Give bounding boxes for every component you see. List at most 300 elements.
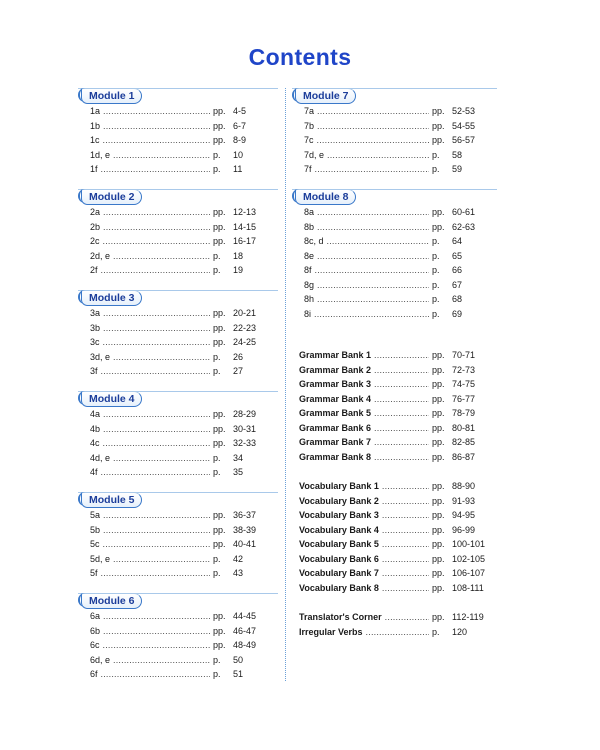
contents-entry[interactable] [78, 220, 278, 235]
entry-label: Grammar Bank 8 [299, 451, 372, 462]
contents-entry[interactable] [78, 104, 278, 119]
contents-entry[interactable] [292, 119, 497, 134]
page-abbrev: p. [432, 265, 440, 275]
contents-entry[interactable] [78, 364, 278, 379]
leader-dots [103, 537, 210, 552]
page-numbers: 67 [452, 279, 463, 290]
page-abbrev: p. [213, 452, 221, 463]
page-numbers: 40-41 [233, 539, 257, 549]
contents-entry[interactable] [292, 220, 497, 235]
module-heading: Module 7 [295, 88, 356, 104]
page-numbers: 22-23 [233, 322, 257, 333]
entry-label: 4b [90, 423, 101, 434]
entry-label: 5b [90, 524, 101, 535]
page-abbrev: pp. [213, 510, 226, 520]
contents-entry[interactable] [292, 263, 497, 278]
extras-list [292, 610, 497, 639]
page-abbrev: p. [432, 308, 440, 319]
page-numbers: 42 [233, 553, 244, 564]
leader-dots [113, 653, 210, 668]
page-numbers: 72-73 [452, 364, 476, 375]
entry-label: 2b [90, 221, 101, 232]
entry-label: 1a [90, 106, 101, 116]
contents-entry[interactable] [78, 263, 278, 278]
entry-label: Vocabulary Bank 3 [299, 510, 379, 520]
contents-entry[interactable] [292, 377, 497, 392]
contents-entry[interactable] [292, 610, 497, 625]
contents-entry[interactable] [78, 667, 278, 682]
contents-entry[interactable] [292, 523, 497, 538]
leader-dots [382, 508, 429, 523]
contents-entry[interactable] [292, 450, 497, 465]
module-section [78, 391, 278, 492]
entry-label: 7f [304, 164, 312, 174]
entry-label: 1f [90, 164, 98, 174]
page-numbers: 12-13 [233, 207, 257, 217]
leader-dots [103, 407, 210, 422]
page-numbers: 69 [452, 308, 463, 319]
page-abbrev: p. [213, 654, 221, 665]
leader-dots [317, 119, 429, 134]
leader-dots [315, 162, 429, 177]
contents-entry[interactable] [78, 205, 278, 220]
contents-entry[interactable] [78, 133, 278, 148]
contents-entry[interactable] [292, 552, 497, 567]
page-abbrev: p. [432, 626, 440, 637]
page-abbrev: pp. [432, 207, 445, 217]
contents-entry[interactable] [292, 148, 497, 163]
entry-label: Grammar Bank 2 [299, 364, 372, 375]
leader-dots [103, 638, 210, 653]
entry-label: 6c [90, 640, 100, 650]
entry-label: 5c [90, 539, 100, 549]
page-abbrev: pp. [213, 207, 226, 217]
entry-label: 1d, e [90, 149, 111, 160]
leader-dots [374, 363, 429, 378]
contents-entry[interactable] [78, 321, 278, 336]
module-section [78, 88, 278, 189]
leader-dots [317, 292, 429, 307]
leader-dots [374, 348, 429, 363]
entry-label: 5f [90, 568, 98, 578]
leader-dots [101, 465, 210, 480]
leader-dots [113, 451, 210, 466]
vocabulary-bank-list [292, 479, 497, 595]
page-numbers: 18 [233, 250, 244, 261]
contents-entry[interactable] [78, 436, 278, 451]
page-abbrev: pp. [432, 612, 445, 622]
page-numbers: 35 [233, 467, 244, 477]
leader-dots [382, 537, 429, 552]
contents-entry[interactable] [78, 234, 278, 249]
entry-label: Grammar Bank 7 [299, 437, 372, 447]
module-section [292, 189, 497, 321]
page-numbers: 6-7 [233, 120, 247, 131]
contents-entry[interactable] [292, 162, 497, 177]
contents-entry[interactable] [292, 363, 497, 378]
page-numbers: 91-93 [452, 495, 476, 506]
page-abbrev: p. [432, 294, 440, 304]
contents-entry[interactable] [78, 335, 278, 350]
page-abbrev: pp. [213, 308, 226, 318]
page-abbrev: pp. [213, 221, 226, 232]
entry-label: 8b [304, 221, 315, 232]
entry-label: 7c [304, 135, 314, 145]
contents-entry[interactable] [78, 119, 278, 134]
leader-dots [103, 321, 210, 336]
page-abbrev: p. [213, 351, 221, 362]
entry-label: 8f [304, 265, 312, 275]
page-abbrev: pp. [432, 120, 445, 131]
leader-dots [382, 552, 429, 567]
contents-entry[interactable] [292, 249, 497, 264]
page-numbers: 44-45 [233, 611, 257, 621]
page-numbers: 4-5 [233, 106, 247, 116]
leader-dots [101, 364, 210, 379]
page-abbrev: p. [213, 250, 221, 261]
leader-dots [113, 350, 210, 365]
page-numbers: 62-63 [452, 221, 476, 232]
leader-dots [103, 508, 210, 523]
page-numbers: 66 [452, 265, 463, 275]
entry-label: 4d, e [90, 452, 111, 463]
contents-entry[interactable] [292, 234, 497, 249]
page-numbers: 8-9 [233, 135, 247, 145]
page-numbers: 16-17 [233, 236, 257, 246]
leader-dots [315, 263, 429, 278]
entry-label: 3a [90, 308, 101, 318]
page-numbers: 14-15 [233, 221, 257, 232]
entry-label: 3c [90, 337, 100, 347]
leader-dots [103, 205, 210, 220]
page-abbrev: p. [213, 149, 221, 160]
contents-entry[interactable] [78, 566, 278, 581]
entry-label: 5d, e [90, 553, 111, 564]
contents-entry[interactable] [292, 581, 497, 596]
page-numbers: 27 [233, 366, 244, 376]
page-numbers: 100-101 [452, 539, 486, 549]
entry-label: 4c [90, 438, 100, 448]
module-heading: Module 1 [81, 88, 142, 104]
page-abbrev: pp. [432, 379, 445, 389]
contents-entry[interactable] [78, 162, 278, 177]
contents-entry[interactable] [78, 350, 278, 365]
contents-entry[interactable] [292, 292, 497, 307]
entry-label: Grammar Bank 1 [299, 350, 372, 360]
contents-entry[interactable] [292, 205, 497, 220]
page-numbers: 74-75 [452, 379, 476, 389]
contents-entry[interactable] [292, 479, 497, 494]
contents-entry[interactable] [292, 392, 497, 407]
page-abbrev: pp. [213, 640, 226, 650]
leader-dots [103, 523, 210, 538]
page-abbrev: pp. [213, 322, 226, 333]
module-section [78, 189, 278, 290]
leader-dots [374, 406, 429, 421]
entry-label: 8i [304, 308, 312, 319]
page-numbers: 94-95 [452, 510, 476, 520]
entry-label: 2a [90, 207, 101, 217]
page-abbrev: pp. [432, 393, 445, 404]
contents-entry[interactable] [78, 508, 278, 523]
page-abbrev: pp. [213, 423, 226, 434]
contents-entry[interactable] [78, 609, 278, 624]
page-numbers: 88-90 [452, 481, 476, 491]
page-numbers: 96-99 [452, 524, 476, 535]
contents-entry[interactable] [78, 306, 278, 321]
entry-label: 4a [90, 409, 101, 419]
page-numbers: 78-79 [452, 408, 476, 418]
contents-entry[interactable] [292, 537, 497, 552]
contents-entry[interactable] [78, 465, 278, 480]
contents-entry[interactable] [78, 148, 278, 163]
page-abbrev: p. [213, 265, 221, 275]
leader-dots [382, 494, 429, 509]
leader-dots [374, 377, 429, 392]
leader-dots [101, 566, 210, 581]
leader-dots [103, 335, 210, 350]
page-abbrev: p. [432, 149, 440, 160]
page-abbrev: p. [213, 467, 221, 477]
page-numbers: 19 [233, 265, 244, 275]
page-numbers: 108-111 [452, 582, 484, 593]
page-numbers: 82-85 [452, 437, 476, 447]
contents-entry[interactable] [292, 348, 497, 363]
page-abbrev: pp. [432, 422, 445, 433]
entry-label: 2d, e [90, 250, 111, 261]
contents-entry[interactable] [78, 537, 278, 552]
entry-label: Vocabulary Bank 8 [299, 582, 379, 593]
contents-entry[interactable] [292, 421, 497, 436]
module-section [78, 492, 278, 593]
contents-entry[interactable] [292, 307, 497, 322]
page-abbrev: pp. [432, 135, 445, 145]
entry-label: Grammar Bank 4 [299, 393, 372, 404]
leader-dots [385, 610, 429, 625]
module-header [78, 88, 278, 103]
entry-label: 3b [90, 322, 101, 333]
page-abbrev: pp. [213, 135, 226, 145]
page-abbrev: pp. [213, 539, 226, 549]
page-abbrev: pp. [213, 625, 226, 636]
page-abbrev: pp. [432, 539, 445, 549]
page-numbers: 102-105 [452, 553, 486, 564]
entry-label: 8a [304, 207, 315, 217]
entry-label: Grammar Bank 6 [299, 422, 372, 433]
page-abbrev: pp. [213, 120, 226, 131]
contents-entry[interactable] [292, 508, 497, 523]
leader-dots [101, 667, 210, 682]
page-abbrev: pp. [213, 409, 226, 419]
leader-dots [327, 234, 429, 249]
contents-entry[interactable] [292, 133, 497, 148]
contents-entry[interactable] [292, 625, 497, 640]
leader-dots [382, 566, 429, 581]
contents-entry[interactable] [292, 566, 497, 581]
page-numbers: 59 [452, 164, 463, 174]
page-abbrev: pp. [213, 438, 226, 448]
page-numbers: 70-71 [452, 350, 476, 360]
page-abbrev: pp. [432, 582, 445, 593]
contents-entry[interactable] [78, 624, 278, 639]
page-abbrev: pp. [432, 106, 445, 116]
module-section [292, 88, 497, 189]
entry-label: Vocabulary Bank 5 [299, 539, 379, 549]
leader-dots [382, 523, 429, 538]
module-header [78, 290, 278, 305]
entry-label: 7a [304, 106, 315, 116]
entry-label: 6a [90, 611, 101, 621]
page-abbrev: pp. [213, 337, 226, 347]
leader-dots [101, 162, 210, 177]
page-numbers: 32-33 [233, 438, 257, 448]
entry-label: 3d, e [90, 351, 111, 362]
module-heading: Module 8 [295, 189, 356, 205]
entry-label: Grammar Bank 3 [299, 379, 372, 389]
module-header [78, 593, 278, 608]
entry-label: 8c, d [304, 236, 324, 246]
page-numbers: 51 [233, 669, 244, 679]
leader-dots [103, 306, 210, 321]
contents-entry[interactable] [78, 638, 278, 653]
leader-dots [374, 450, 429, 465]
leader-dots [103, 422, 210, 437]
leader-dots [317, 104, 429, 119]
leader-dots [103, 220, 210, 235]
entry-label: 2c [90, 236, 100, 246]
page-abbrev: pp. [432, 510, 445, 520]
entry-label: 1b [90, 120, 101, 131]
page-abbrev: p. [213, 164, 221, 174]
contents-entry[interactable] [292, 104, 497, 119]
entry-label: Vocabulary Bank 6 [299, 553, 379, 564]
entry-label: Vocabulary Bank 4 [299, 524, 379, 535]
module-heading: Module 6 [81, 593, 142, 609]
page-abbrev: p. [432, 236, 440, 246]
page-numbers: 112-119 [452, 612, 484, 622]
page-abbrev: pp. [432, 364, 445, 375]
leader-dots [382, 581, 429, 596]
leader-dots [103, 234, 210, 249]
module-header [78, 492, 278, 507]
leader-dots [103, 624, 210, 639]
page-numbers: 28-29 [233, 409, 257, 419]
leader-dots [374, 435, 429, 450]
entry-label: 5a [90, 510, 101, 520]
page-numbers: 34 [233, 452, 244, 463]
module-heading: Module 2 [81, 189, 142, 205]
page-numbers: 120 [452, 626, 468, 637]
page-abbrev: pp. [432, 451, 445, 462]
page-numbers: 86-87 [452, 451, 476, 462]
page-abbrev: p. [213, 366, 221, 376]
grammar-bank-list [292, 348, 497, 464]
right-modules [292, 88, 497, 321]
page-abbrev: p. [213, 669, 221, 679]
module-heading: Module 3 [81, 290, 142, 306]
page-abbrev: pp. [213, 524, 226, 535]
page-numbers: 52-53 [452, 106, 476, 116]
page-abbrev: pp. [432, 408, 445, 418]
leader-dots [374, 392, 429, 407]
entry-label: 6d, e [90, 654, 111, 665]
module-header [78, 189, 278, 204]
contents-entry[interactable] [292, 406, 497, 421]
page-numbers: 68 [452, 294, 463, 304]
page-numbers: 65 [452, 250, 463, 261]
page-abbrev: pp. [432, 524, 445, 535]
leader-dots [317, 133, 429, 148]
contents-entry[interactable] [78, 552, 278, 567]
leader-dots [103, 609, 210, 624]
leader-dots [317, 220, 429, 235]
page-abbrev: pp. [432, 553, 445, 564]
leader-dots [317, 205, 429, 220]
page-numbers: 50 [233, 654, 244, 665]
column-divider [285, 88, 286, 681]
page-numbers: 106-107 [452, 568, 486, 578]
entry-label: Grammar Bank 5 [299, 408, 372, 418]
leader-dots [103, 133, 210, 148]
page-numbers: 30-31 [233, 423, 257, 434]
contents-entry[interactable] [78, 422, 278, 437]
page-abbrev: pp. [213, 611, 226, 621]
page-numbers: 36-37 [233, 510, 257, 520]
entry-label: Irregular Verbs [299, 626, 363, 637]
contents-entry[interactable] [292, 494, 497, 509]
module-section [78, 290, 278, 391]
contents-entry[interactable] [78, 249, 278, 264]
contents-entry[interactable] [78, 653, 278, 668]
module-section [78, 593, 278, 694]
page-title: Contents [248, 44, 352, 70]
leader-dots [101, 263, 210, 278]
page-numbers: 80-81 [452, 422, 476, 433]
module-header [78, 391, 278, 406]
contents-entry[interactable] [292, 278, 497, 293]
leader-dots [103, 104, 210, 119]
page-numbers: 54-55 [452, 120, 476, 131]
contents-entry[interactable] [292, 435, 497, 450]
page-numbers: 58 [452, 149, 463, 160]
page-abbrev: p. [213, 568, 221, 578]
entry-label: 6f [90, 669, 98, 679]
page-numbers: 76-77 [452, 393, 476, 404]
contents-entry[interactable] [78, 523, 278, 538]
page-numbers: 20-21 [233, 308, 257, 318]
contents-entry[interactable] [78, 451, 278, 466]
module-heading: Module 4 [81, 391, 142, 407]
right-column [292, 88, 497, 639]
page-abbrev: pp. [432, 481, 445, 491]
page-abbrev: pp. [432, 437, 445, 447]
leader-dots [113, 249, 210, 264]
entry-label: 1c [90, 135, 100, 145]
contents-entry[interactable] [78, 407, 278, 422]
entry-label: 8h [304, 294, 315, 304]
entry-label: Vocabulary Bank 7 [299, 568, 379, 578]
page-abbrev: pp. [213, 236, 226, 246]
page-numbers: 60-61 [452, 207, 476, 217]
page-abbrev: pp. [432, 350, 445, 360]
page-abbrev: p. [432, 164, 440, 174]
leader-dots [382, 479, 429, 494]
leader-dots [366, 625, 429, 640]
entry-label: 7b [304, 120, 315, 131]
page-abbrev: pp. [213, 106, 226, 116]
module-header [292, 189, 497, 204]
entry-label: 7d, e [304, 149, 325, 160]
